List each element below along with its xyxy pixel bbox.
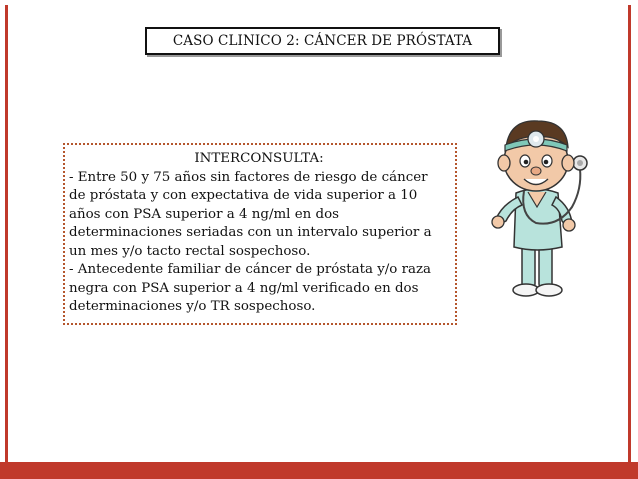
card-line: negra con PSA superior a 4 ng/ml verificado en dos (69, 280, 419, 296)
card-line: determinaciones y/o TR sospechoso. (69, 299, 316, 314)
card-line: determinaciones seriadas con un intervalo superior a (69, 225, 432, 240)
card-line: años con PSA superior a 4 ng/ml en dos (69, 206, 340, 222)
interconsulta-card (63, 143, 457, 325)
doctor-cartoon-icon (476, 95, 598, 305)
card-line: de próstata y con expectativa de vida superior a 10 (69, 188, 418, 203)
slide-title-text: CASO CLINICO 2: CÁNCER DE PRÓSTATA (172, 33, 473, 49)
bottom-accent-bar (0, 462, 638, 479)
card-line: - Entre 50 y 75 años sin factores de riesgo de cáncer (69, 169, 428, 185)
card-line: - Antecedente familiar de cáncer de próstata y/o raza (69, 262, 432, 277)
card-line: un mes y/o tacto rectal sospechoso. (69, 243, 311, 259)
card-heading: INTERCONSULTA: (194, 151, 324, 166)
slide-title (145, 27, 500, 55)
